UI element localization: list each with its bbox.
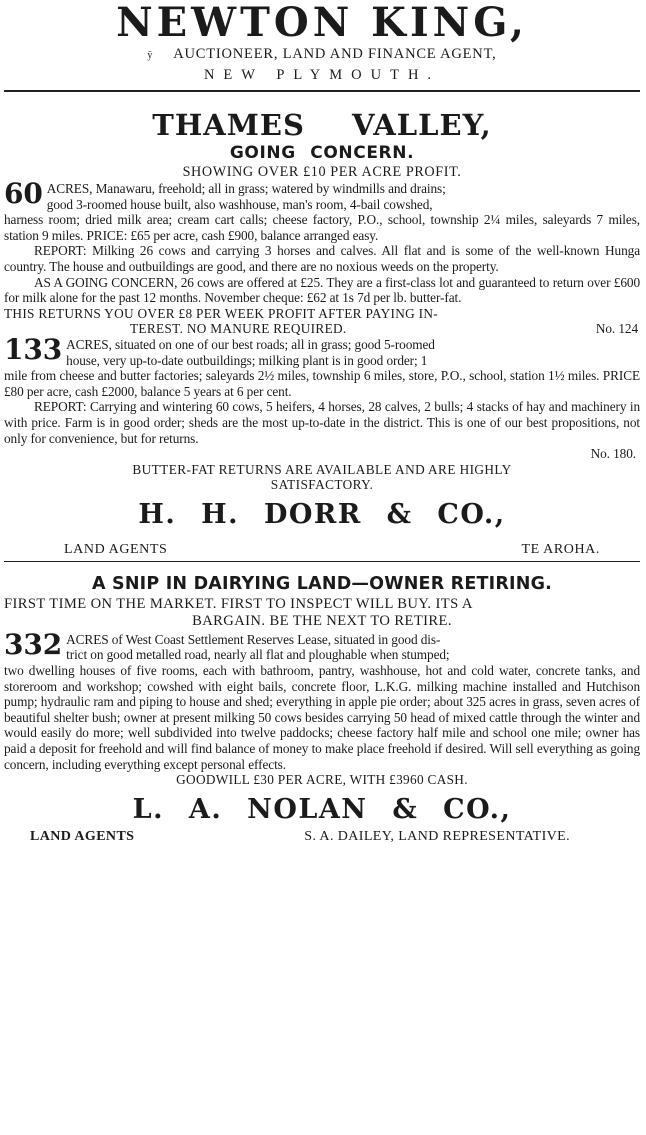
section-rule	[4, 561, 640, 562]
ad-tagline: SHOWING OVER £10 PER ACRE PROFIT.	[182, 164, 462, 180]
ad-intro-2: BARGAIN. BE THE NEXT TO RETIRE.	[192, 612, 452, 629]
ad-title: THAMES VALLEY,	[152, 108, 492, 142]
newton-king-header	[4, 2, 640, 84]
returns-line-2: TEREST. NO MANURE REQUIRED.	[130, 321, 347, 337]
ad-subtitle: GOING CONCERN.	[229, 143, 415, 163]
ornament: ÿ	[147, 50, 154, 61]
ad-intro: FIRST TIME ON THE MARKET. FIRST TO INSPECT WILL BUY. ITS A	[4, 595, 473, 612]
listing-body: mile from cheese and butter factories; saleyards 2½ miles, township 6 miles, store, P.O., school, station 1½ miles. PRICE £80 per acre, cash £2000, balance 5 years at 6 per cent.	[4, 368, 640, 399]
advertiser-name: NEWTON KING,	[116, 0, 528, 46]
agency-type: LAND AGENTS	[30, 828, 135, 844]
agency-name: L. A. NOLAN & CO.,	[132, 793, 512, 825]
listing-second-line: trict on good metalled road, nearly all flat and ploughable when stumped;	[66, 647, 450, 663]
agency-footer	[4, 541, 640, 559]
reference-number-180: No. 180.	[590, 446, 636, 462]
listing-60-acres	[4, 177, 640, 243]
listing-first-line: ACRES, situated on one of our best roads; all in grass; good 5-roomed	[66, 336, 435, 352]
report-133-acres: REPORT: Carrying and wintering 60 cows, 5 heifers, 4 horses, 28 calves, 2 bulls; 4 stacks of hay and machinery in with price. Farm is in good order; sheds are the most up-to-date in the district. This is one of our best propositions, not only for convenience, but for returns.	[4, 399, 640, 446]
listing-first-line: ACRES, Manawaru, freehold; all in grass; watered by windmills and drains;	[46, 181, 446, 196]
listing-acreage: 60	[4, 177, 43, 210]
listing-body: harness room; dried milk area; cream cart calls; cheese factory, P.O., school, township 2¼ miles, saleyards 7 miles, station 9 miles. PRICE: £65 per acre, cash £900, balance arranged easy.	[4, 212, 640, 243]
returns-line: THIS RETURNS YOU OVER £8 PER WEEK PROFIT AFTER PAYING IN-	[4, 305, 439, 321]
agency-name: H. H. DORR & CO.,	[138, 498, 506, 530]
reference-number-124: No. 124	[595, 321, 638, 337]
header-rule	[4, 90, 640, 92]
advertiser-town: NEW PLYMOUTH.	[203, 67, 441, 83]
thames-valley-ad	[4, 108, 640, 559]
listing-second-line: house, very up-to-date outbuildings; milking plant is in good order; 1	[66, 352, 428, 368]
listing-first-line: ACRES of West Coast Settlement Reserves Lease, situated in good dis-	[66, 631, 441, 647]
listing-body: two dwelling houses of five rooms, each with bathroom, pantry, washhouse, hot and cold water, concrete tanks, and storeroom and workshop; cowshed with eight bails, concrete floor, L.K.G. milking machine installed and Hutchison pump; hydraulic ram and piping to house and shed; everything in apple pie order; about 325 acres in grass, seven acres of beautiful shelter bush; owner at present milking 50 cows besides carrying 50 head of mixed cattle through the winter and would easily do more; well subdivided into twelve paddocks; cheese factory half mile and school one mile; owner has paid a deposit for freehold and will find balance of money to make place freehold if desired. Will sell everything as going concern, including everything except personal effects.	[4, 663, 640, 772]
advertiser-role	[4, 44, 640, 66]
report-60-acres: REPORT: Milking 26 cows and carrying 3 horses and calves. All flat and is some of the well-known Hunga country. The house and outbuildings are good, and there are no noxious weeds on the property.	[4, 243, 640, 274]
listing-acreage: 332	[4, 627, 63, 661]
advertiser-role-text: AUCTIONEER, LAND AND FINANCE AGENT,	[173, 46, 497, 62]
agency-location: TE AROHA.	[521, 541, 600, 557]
butterfat-note-2: SATISFACTORY.	[270, 477, 374, 493]
listing-second-line: good 3-roomed house built, also washhouse, man's room, 4-bail cowshed,	[46, 196, 433, 212]
listing-acreage: 133	[4, 332, 63, 366]
listing-133-acres	[4, 332, 640, 399]
returns-line-row	[4, 321, 640, 337]
butterfat-note: BUTTER-FAT RETURNS ARE AVAILABLE AND ARE HIGHLY	[132, 461, 512, 477]
agency-representative: S. A. DAILEY, LAND REPRESENTATIVE.	[304, 828, 570, 844]
dairying-land-ad	[4, 572, 640, 846]
listing-332-acres	[4, 627, 640, 772]
agency-footer	[4, 828, 640, 846]
agency-type: LAND AGENTS	[64, 541, 168, 557]
ad-title: A SNIP IN DAIRYING LAND—OWNER RETIRING.	[92, 573, 552, 594]
goodwill-terms: GOODWILL £30 PER ACRE, WITH £3960 CASH.	[176, 772, 468, 788]
going-concern-text: AS A GOING CONCERN, 26 cows are offered at £25. They are a first-class lot and guaranteed to return over £600 for milk alone for the past 12 months. November cheque: £62 at 1s 7d per lb. butter-fat.	[4, 274, 640, 306]
